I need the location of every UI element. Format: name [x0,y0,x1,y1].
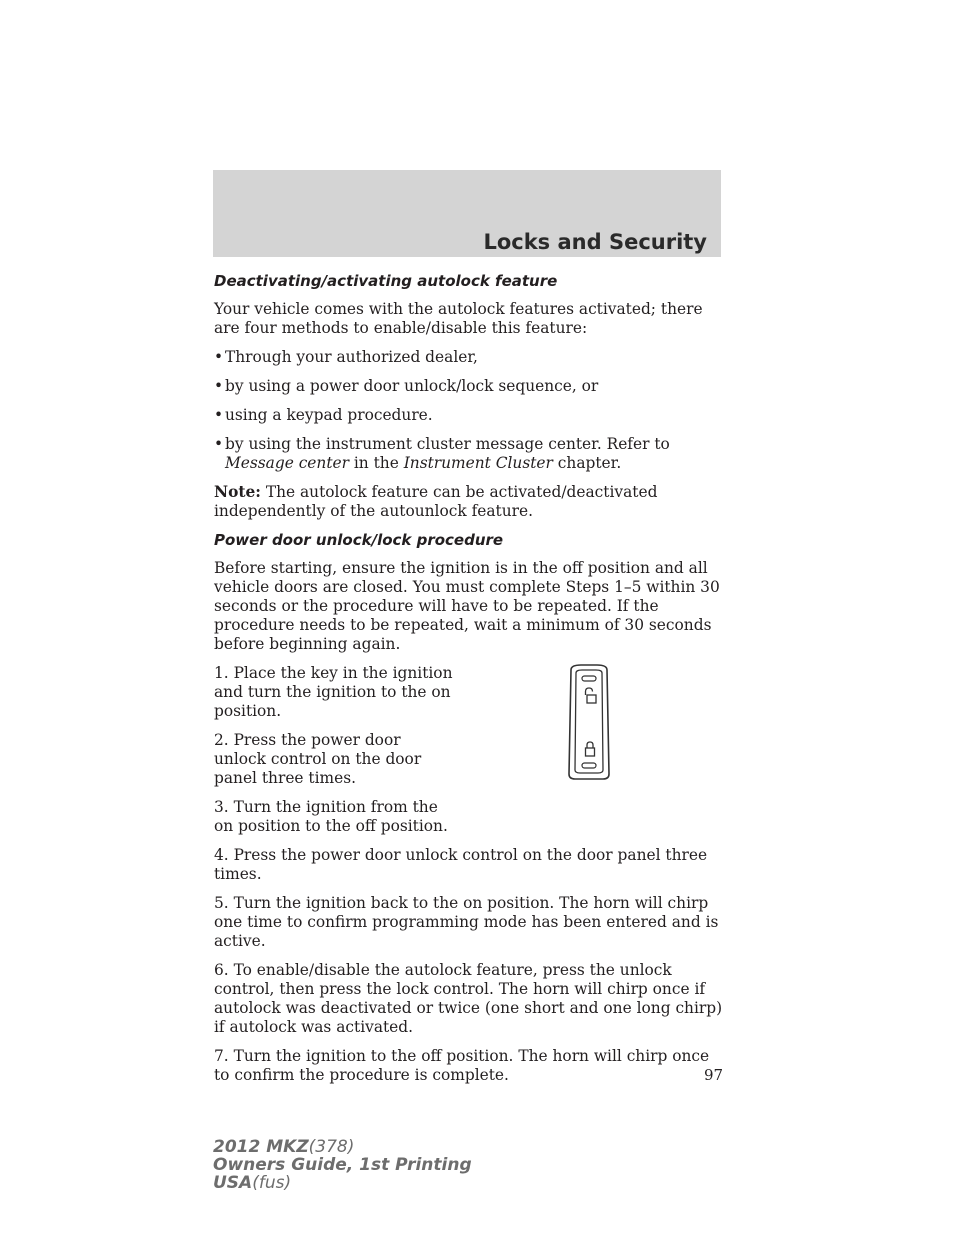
note-text: The autolock feature can be activated/deactivated independently of the autounlock feature. [214,483,658,520]
list-item-text: Through your authorized dealer, [225,348,478,366]
list-item-text: using a keypad procedure. [225,406,433,424]
method-list [214,348,724,473]
footer-market: USA [213,1173,253,1193]
list-item [214,348,724,367]
footer-code: (378) [308,1137,355,1157]
footer-line-3 [213,1174,472,1192]
list-item-text: chapter. [552,454,622,472]
message-center-ref: Message center [225,454,349,472]
steps-with-figure [214,664,724,836]
procedure-intro: Before starting, ensure the ignition is in the off position and all vehicle doors are closed. You must complete Steps 1–5 within 30 seconds or the procedure will have to be repeated. If the procedure needs to be repeated, wait a minimum of 30 seconds before beginning again. [214,559,720,653]
step-6: 6. To enable/disable the autolock feature, press the unlock control, then press the lock control. The horn will chirp once if autolock was deactivated or twice (one short and one long chirp) if autolock was activated. [214,961,723,1036]
footer-line-2 [213,1156,472,1174]
page-number: 97 [704,1066,724,1084]
step-7: 7. Turn the ignition to the off position. The horn will chirp once to confirm the procedure is complete. [214,1047,710,1084]
list-item-text: by using the instrument cluster message center. Refer to [225,435,670,453]
chapter-header-band [213,170,721,257]
footer-model: 2012 MKZ [213,1137,309,1157]
step-1: 1. Place the key in the ignition and turn the ignition to the on position. [214,664,453,720]
note-paragraph [214,483,724,521]
print-footer [213,1138,472,1192]
autolock-heading: Deactivating/activating autolock feature [214,272,558,290]
list-item [214,406,724,425]
step-3: 3. Turn the ignition from the on position to the off position. [214,798,448,835]
bullet: • [214,435,224,453]
step-4: 4. Press the power door unlock control on the door panel three times. [214,846,708,883]
footer-line-1 [213,1138,472,1156]
chapter-title: Locks and Security [483,230,707,254]
bullet: • [214,377,224,395]
list-item [214,435,724,473]
list-item [214,377,724,396]
footer-region-code: (fus) [252,1173,292,1193]
list-item-text: in the [348,454,404,472]
instrument-cluster-ref: Instrument Cluster [403,454,553,472]
footer-edition: Owners Guide, 1st Printing [213,1155,472,1175]
page-content [214,272,724,1095]
list-item-text: by using a power door unlock/lock sequence, or [225,377,599,395]
step-5: 5. Turn the ignition back to the on position. The horn will chirp one time to confirm programming mode has been entered and is active. [214,894,719,950]
step-2: 2. Press the power door unlock control on the door panel three times. [214,731,422,787]
procedure-heading: Power door unlock/lock procedure [214,531,504,549]
bullet: • [214,348,224,366]
bullet: • [214,406,224,424]
note-label: Note: [214,483,261,501]
door-lock-switch-icon [563,664,615,780]
autolock-intro: Your vehicle comes with the autolock features activated; there are four methods to enable/disable this feature: [214,300,703,337]
